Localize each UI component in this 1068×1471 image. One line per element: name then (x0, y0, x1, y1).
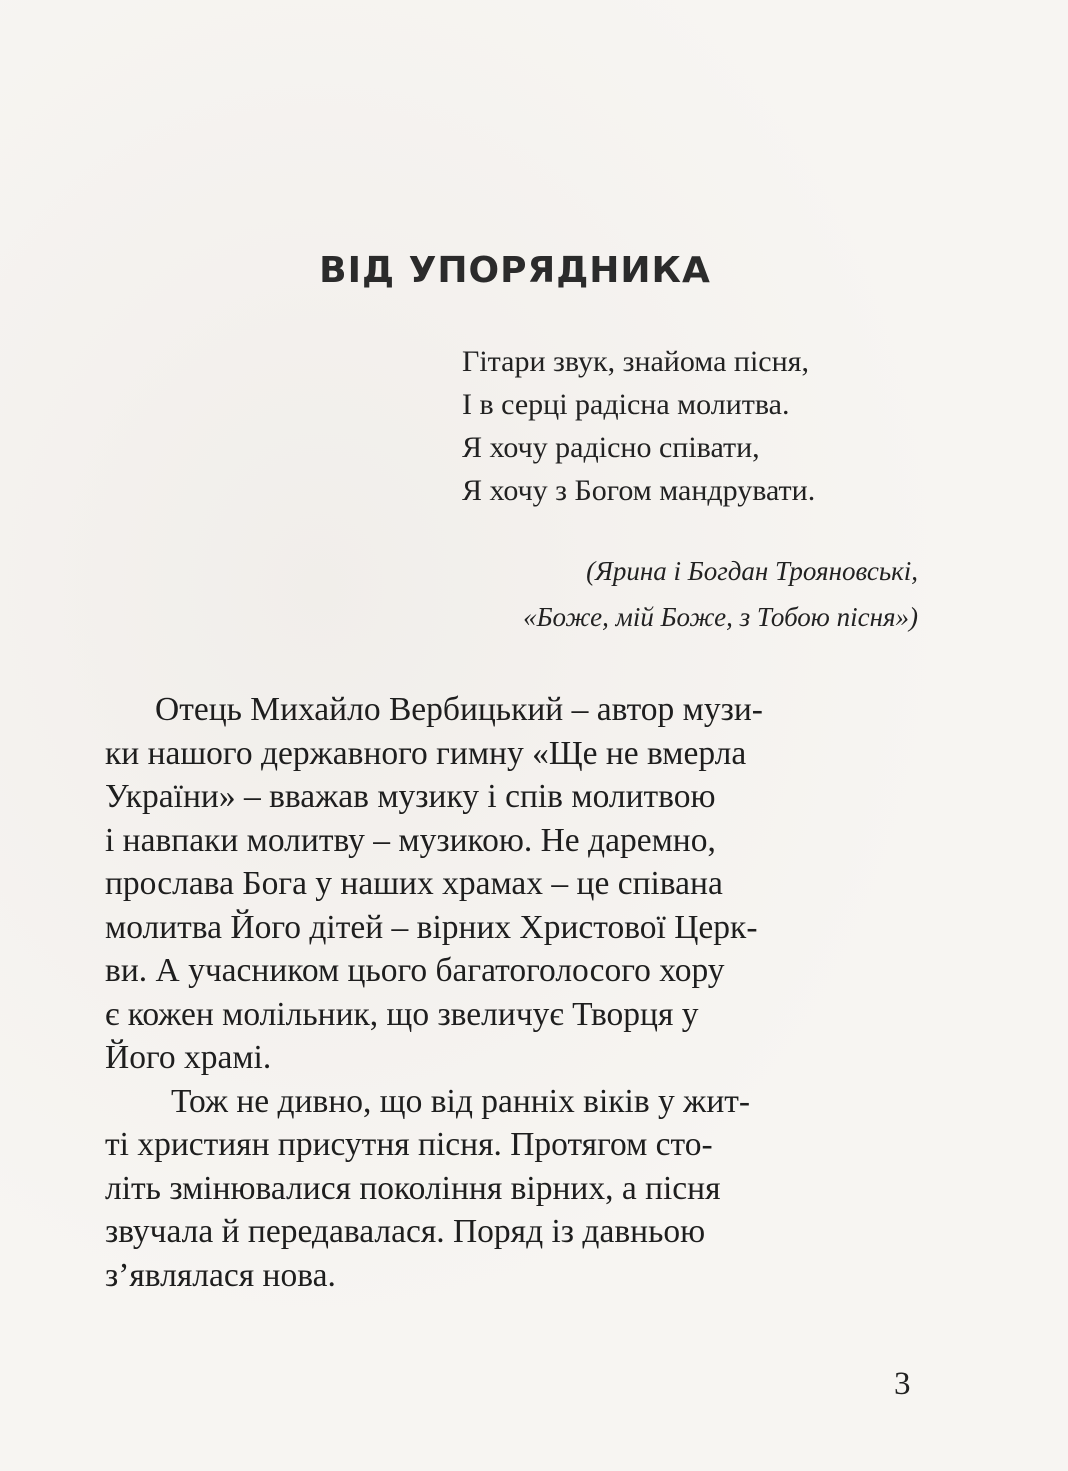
epigraph-line: Гітари звук, знайома пісня, (462, 345, 809, 378)
paragraph-line: Отець Михайло Вербицький – автор музи- (155, 691, 763, 728)
epigraph-line: Я хочу з Богом мандрувати. (462, 474, 816, 507)
paragraph-line: ви. А учасником цього багатоголосого хору (105, 952, 725, 989)
body-text (105, 688, 923, 1297)
paragraph-line: звучала й передавалася. Поряд із давньою (105, 1213, 706, 1250)
paragraph-line: літь змінювалися покоління вірних, а пісня (105, 1169, 721, 1207)
paragraph-line: Його храмі. (105, 1039, 272, 1076)
attribution-line: «Боже, мій Боже, з Тобою пісня») (523, 602, 918, 632)
paragraph-line: і навпаки молитву – музикою. Не даремно, (105, 821, 716, 859)
epigraph-attribution (358, 548, 918, 640)
epigraph-line: Я хочу радісно співати, (462, 431, 760, 464)
epigraph (462, 340, 962, 512)
attribution-line: (Ярина і Богдан Трояновські, (586, 556, 918, 586)
paragraph-line: молитва Його дітей – вірних Христової Церк- (105, 908, 758, 946)
paragraph-line: з’являлася нова. (105, 1256, 336, 1294)
paragraph-line: ті християн присутня пісня. Протягом сто- (105, 1126, 713, 1163)
paragraph-line: є кожен молільник, що звеличує Творця у (105, 995, 699, 1033)
page-number: 3 (894, 1366, 911, 1402)
paragraph-line: прослава Бога у наших храмах – це співана (105, 865, 723, 902)
paragraph-line: Тож не дивно, що від ранніх віків у жит- (171, 1082, 751, 1120)
section-heading: ВІД УПОРЯДНИКА (319, 250, 711, 291)
paragraph-line: ки нашого державного гимну «Ще не вмерла (105, 734, 747, 772)
paragraph-line: України» – вважав музику і спів молитвою (105, 778, 716, 815)
epigraph-line: І в серці радісна молитва. (462, 388, 790, 421)
